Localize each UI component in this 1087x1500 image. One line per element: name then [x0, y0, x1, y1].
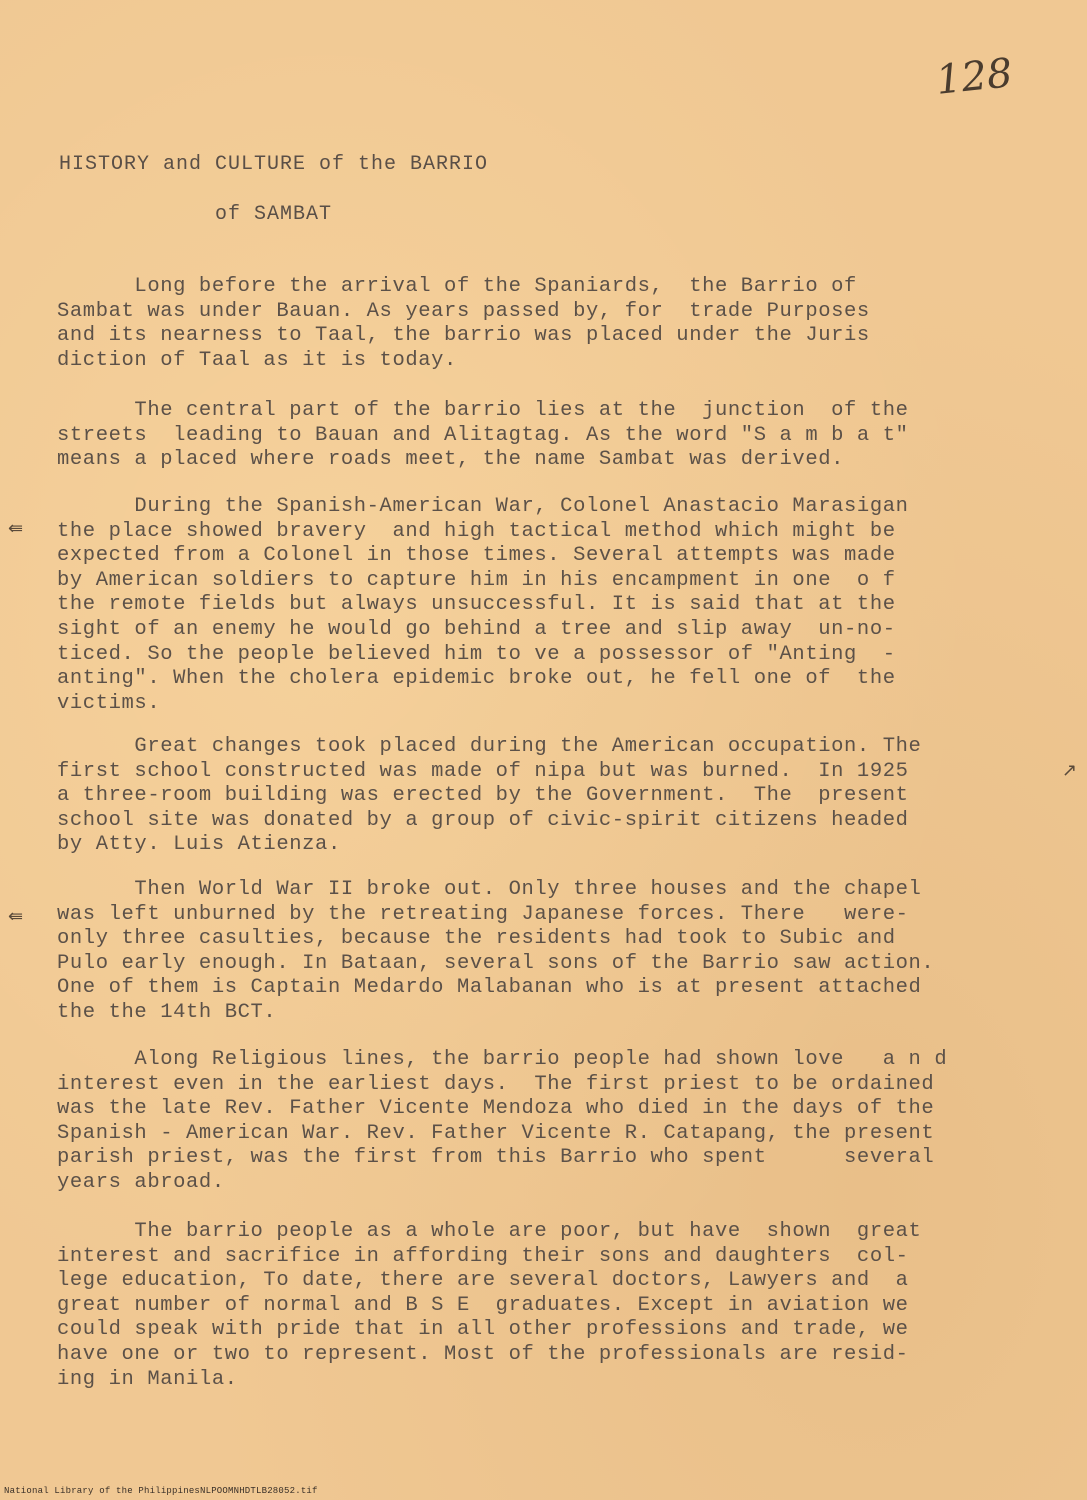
margin-arrow-icon: ⇚: [8, 518, 24, 539]
document-title: HISTORY and CULTURE of the BARRIO: [58, 153, 489, 176]
margin-arrow-icon: ⇚: [8, 906, 24, 927]
paragraph-2: The central part of the barrio lies at the junction of the streets leading to Bauan and Alitagtag. As the word "S a m b a t" means a placed where roads meet, the name Sambat was derived.: [57, 399, 909, 472]
footer-filename: NLPOOMNHDTLB28052.tif: [200, 1486, 318, 1496]
paragraph-7: The barrio people as a whole are poor, but have shown great interest and sacrifice in affording their sons and daughters col- lege education, To date, there are several doctors, Lawyers and a great number of normal and B S E graduates. Except in aviation we could speak with pride that in all other professions and trade, we have one or two to represent. Most of the professionals are resid- ing in Manila.: [57, 1220, 922, 1391]
footer-library: National Library of the Philippines: [4, 1486, 201, 1496]
margin-check-icon: ↗: [1062, 760, 1078, 781]
paragraph-5: Then World War II broke out. Only three houses and the chapel was left unburned by the retreating Japanese forces. There were- only three casulties, because the residents had took to Subic and Pulo early enough. In Bataan, several sons of the Barrio saw action. One of them is Captain Medardo Malabanan who is at present attached the the 14th BCT.: [57, 878, 935, 1024]
paragraph-1: Long before the arrival of the Spaniards, the Barrio of Sambat was under Bauan. As years passed by, for trade Purposes and its nearness to Taal, the barrio was placed under the Juris diction of Taal as it is today.: [57, 275, 870, 372]
paragraph-3: During the Spanish-American War, Colonel Anastacio Marasigan the place showed bravery and high tactical method which might be expected from a Colonel in those times. Several attempts was made by American soldiers to capture him in his encampment in one o f the remote fields but always unsuccessful. It is said that at the sight of an enemy he would go behind a tree and slip away un-no- ticed. So the people believed him to ve a possessor of "Anting - anting". When the cholera epidemic broke out, he fell one of the victims.: [57, 495, 909, 715]
paragraph-6: Along Religious lines, the barrio people had shown love a n d interest even in the earliest days. The first priest to be ordained was the late Rev. Father Vicente Mendoza who died in the days of the Spanish - American War. Rev. Father Vicente R. Catapang, the present parish priest, was the first from this Barrio who spent several years abroad.: [57, 1048, 948, 1194]
page-number: 128: [933, 50, 1015, 104]
document-subtitle: of SAMBAT: [214, 203, 333, 226]
paragraph-4: Great changes took placed during the American occupation. The first school constructed was made of nipa but was burned. In 1925 a three-room building was erected by the Government. The present school site was donated by a group of civic-spirit citizens headed by Atty. Luis Atienza.: [57, 735, 922, 857]
